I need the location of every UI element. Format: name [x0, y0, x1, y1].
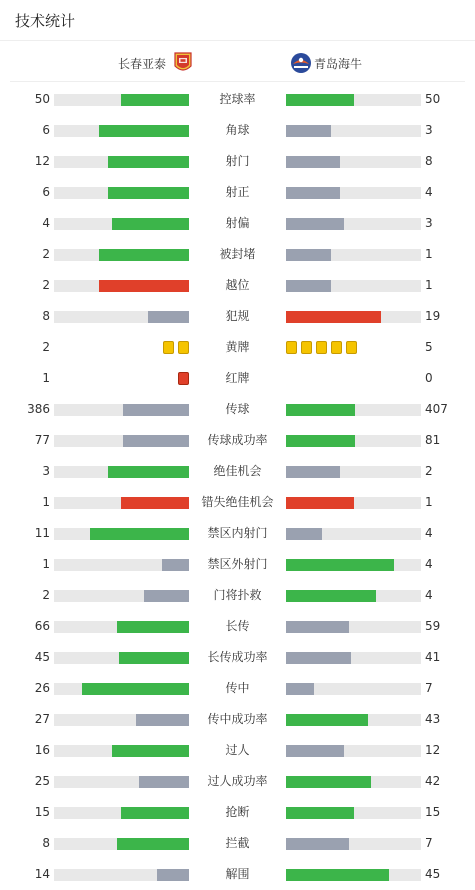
away-value: 12 — [425, 743, 441, 757]
home-value: 8 — [42, 836, 50, 850]
home-bar-fill — [117, 621, 189, 633]
qingdao-hainiu-badge-icon — [290, 52, 308, 74]
home-bar-fill — [117, 838, 189, 850]
changchun-yatai-badge-icon — [174, 52, 192, 74]
away-value: 4 — [425, 526, 433, 540]
stat-label: 过人成功率 — [207, 774, 268, 788]
stat-row — [0, 642, 475, 673]
stat-row — [0, 704, 475, 735]
home-bar-fill — [121, 94, 189, 106]
teams-row — [10, 41, 465, 82]
stat-row — [0, 363, 475, 394]
home-value: 25 — [34, 774, 50, 788]
away-bar-track — [286, 869, 421, 881]
stat-row — [0, 766, 475, 797]
home-bar-fill — [157, 869, 189, 881]
away-bar-fill — [286, 745, 344, 757]
away-bar-fill — [286, 621, 349, 633]
away-bar-track — [286, 156, 421, 168]
away-bar-fill — [286, 125, 331, 137]
stat-label: 长传成功率 — [207, 650, 268, 664]
stat-label: 射正 — [225, 185, 250, 199]
stat-row — [0, 146, 475, 177]
home-value: 1 — [42, 557, 50, 571]
home-value: 6 — [42, 185, 50, 199]
home-value: 1 — [42, 495, 50, 509]
stat-row — [0, 301, 475, 332]
home-bar-track — [54, 187, 189, 199]
stat-label: 黄牌 — [225, 340, 250, 354]
home-bar-fill — [148, 311, 189, 323]
away-bar-track — [286, 528, 421, 540]
home-bar-fill — [139, 776, 189, 788]
home-value: 6 — [42, 123, 50, 137]
stat-row — [0, 239, 475, 270]
home-bar-fill — [99, 280, 189, 292]
home-bar-track — [54, 280, 189, 292]
red-card-icon — [178, 372, 189, 385]
stat-label: 被封堵 — [219, 247, 256, 261]
home-value: 66 — [34, 619, 50, 633]
away-value: 15 — [425, 805, 441, 819]
yellow-card-icon — [316, 341, 327, 354]
home-value: 16 — [34, 743, 50, 757]
yellow-card-icon — [301, 341, 312, 354]
away-value: 45 — [425, 867, 441, 881]
stat-row — [0, 797, 475, 828]
away-bar-track — [286, 559, 421, 571]
away-value: 0 — [425, 371, 433, 385]
away-value: 8 — [425, 154, 433, 168]
stat-row — [0, 611, 475, 642]
home-bar-track — [54, 869, 189, 881]
stat-row — [0, 270, 475, 301]
home-value: 12 — [34, 154, 50, 168]
away-value: 1 — [425, 495, 433, 509]
away-bar-fill — [286, 311, 381, 323]
away-value: 3 — [425, 216, 433, 230]
away-value: 41 — [425, 650, 441, 664]
home-bar-fill — [123, 435, 189, 447]
home-bar-fill — [123, 404, 189, 416]
away-yellow-cards — [286, 341, 357, 354]
away-bar-fill — [286, 218, 344, 230]
home-value: 45 — [34, 650, 50, 664]
away-value: 4 — [425, 588, 433, 602]
stat-label: 禁区外射门 — [207, 557, 268, 571]
away-bar-track — [286, 125, 421, 137]
stat-row — [0, 487, 475, 518]
away-value: 19 — [425, 309, 441, 323]
away-value: 4 — [425, 557, 433, 571]
away-bar-fill — [286, 249, 331, 261]
home-yellow-cards — [163, 341, 189, 354]
home-value: 8 — [42, 309, 50, 323]
away-bar-track — [286, 187, 421, 199]
away-value: 4 — [425, 185, 433, 199]
home-bar-track — [54, 745, 189, 757]
stat-label: 禁区内射门 — [207, 526, 268, 540]
away-value: 3 — [425, 123, 433, 137]
home-bar-fill — [108, 187, 189, 199]
home-value: 50 — [34, 92, 50, 106]
home-bar-fill — [108, 156, 189, 168]
away-bar-fill — [286, 466, 340, 478]
home-value: 3 — [42, 464, 50, 478]
away-bar-fill — [286, 590, 376, 602]
stat-label: 抢断 — [225, 805, 250, 819]
away-bar-track — [286, 652, 421, 664]
away-bar-track — [286, 838, 421, 850]
away-bar-fill — [286, 838, 349, 850]
away-bar-fill — [286, 404, 355, 416]
home-bar-track — [54, 621, 189, 633]
yellow-card-icon — [178, 341, 189, 354]
home-bar-track — [54, 590, 189, 602]
home-team[interactable] — [118, 52, 192, 74]
yellow-card-icon — [163, 341, 174, 354]
away-bar-fill — [286, 683, 314, 695]
home-bar-fill — [108, 466, 189, 478]
stat-label: 门将扑救 — [213, 588, 262, 602]
stat-label: 射偏 — [225, 216, 250, 230]
home-bar-track — [54, 683, 189, 695]
away-value: 7 — [425, 836, 433, 850]
home-bar-fill — [112, 218, 189, 230]
home-bar-fill — [112, 745, 189, 757]
away-bar-fill — [286, 869, 389, 881]
page-title: 技术统计 — [15, 11, 76, 30]
home-team-name: 长春亚泰 — [117, 56, 166, 71]
away-bar-track — [286, 249, 421, 261]
away-bar-fill — [286, 435, 355, 447]
home-bar-fill — [144, 590, 189, 602]
home-bar-fill — [162, 559, 189, 571]
stat-label: 传球 — [225, 402, 250, 416]
away-team[interactable] — [290, 52, 362, 74]
stats-header — [0, 0, 475, 41]
away-bar-track — [286, 590, 421, 602]
home-bar-track — [54, 249, 189, 261]
stat-row — [0, 735, 475, 766]
away-value: 2 — [425, 464, 433, 478]
away-bar-track — [286, 404, 421, 416]
home-bar-track — [54, 838, 189, 850]
away-bar-fill — [286, 94, 354, 106]
away-bar-track — [286, 435, 421, 447]
away-bar-track — [286, 466, 421, 478]
stat-row — [0, 394, 475, 425]
home-bar-fill — [90, 528, 189, 540]
home-bar-track — [54, 652, 189, 664]
home-value: 2 — [42, 588, 50, 602]
stat-row — [0, 673, 475, 704]
away-bar-fill — [286, 807, 354, 819]
home-bar-track — [54, 218, 189, 230]
home-value: 1 — [42, 371, 50, 385]
yellow-card-icon — [286, 341, 297, 354]
away-value: 81 — [425, 433, 441, 447]
away-value: 5 — [425, 340, 433, 354]
home-bar-fill — [121, 807, 189, 819]
home-bar-fill — [82, 683, 189, 695]
stat-row — [0, 115, 475, 146]
home-value: 2 — [42, 340, 50, 354]
stat-label: 拦截 — [225, 836, 250, 850]
away-bar-track — [286, 714, 421, 726]
yellow-card-icon — [331, 341, 342, 354]
stat-label: 过人 — [225, 743, 250, 757]
home-value: 386 — [27, 402, 50, 416]
away-value: 43 — [425, 712, 441, 726]
away-bar-fill — [286, 280, 331, 292]
stat-row — [0, 518, 475, 549]
away-value: 407 — [425, 402, 448, 416]
stat-label: 传球成功率 — [207, 433, 268, 447]
home-bar-track — [54, 311, 189, 323]
home-bar-track — [54, 125, 189, 137]
away-team-name: 青岛海牛 — [314, 56, 363, 71]
away-bar-track — [286, 776, 421, 788]
away-bar-track — [286, 621, 421, 633]
home-bar-fill — [99, 125, 189, 137]
home-bar-track — [54, 528, 189, 540]
away-value: 42 — [425, 774, 441, 788]
home-bar-fill — [119, 652, 189, 664]
home-bar-fill — [99, 249, 189, 261]
away-bar-fill — [286, 776, 371, 788]
stat-row — [0, 425, 475, 456]
home-value: 2 — [42, 247, 50, 261]
home-bar-track — [54, 714, 189, 726]
home-bar-track — [54, 94, 189, 106]
away-bar-fill — [286, 187, 340, 199]
stat-row — [0, 580, 475, 611]
stat-label: 越位 — [225, 278, 250, 292]
away-bar-fill — [286, 559, 394, 571]
away-value: 7 — [425, 681, 433, 695]
stat-label: 射门 — [225, 154, 250, 168]
away-bar-fill — [286, 156, 340, 168]
away-bar-fill — [286, 652, 351, 664]
home-value: 14 — [34, 867, 50, 881]
stat-label: 犯规 — [225, 309, 250, 323]
stat-row — [0, 456, 475, 487]
away-value: 1 — [425, 278, 433, 292]
stat-label: 传中 — [225, 681, 250, 695]
away-bar-fill — [286, 497, 354, 509]
stat-label: 长传 — [225, 619, 250, 633]
home-value: 15 — [34, 805, 50, 819]
away-value: 59 — [425, 619, 441, 633]
away-bar-fill — [286, 528, 322, 540]
home-bar-fill — [136, 714, 189, 726]
stat-label: 错失绝佳机会 — [201, 495, 274, 509]
away-bar-track — [286, 94, 421, 106]
home-value: 2 — [42, 278, 50, 292]
away-bar-track — [286, 218, 421, 230]
home-bar-track — [54, 559, 189, 571]
away-bar-track — [286, 683, 421, 695]
home-bar-track — [54, 497, 189, 509]
home-value: 77 — [34, 433, 50, 447]
home-bar-track — [54, 156, 189, 168]
stat-label: 绝佳机会 — [213, 464, 262, 478]
away-bar-track — [286, 745, 421, 757]
home-bar-track — [54, 404, 189, 416]
home-value: 4 — [42, 216, 50, 230]
home-bar-track — [54, 776, 189, 788]
away-bar-track — [286, 311, 421, 323]
stat-row — [0, 177, 475, 208]
stat-label: 角球 — [225, 123, 250, 137]
stat-row — [0, 828, 475, 859]
stat-label: 控球率 — [219, 92, 256, 106]
stat-row — [0, 549, 475, 580]
home-red-cards — [178, 372, 189, 385]
stat-row — [0, 859, 475, 890]
yellow-card-icon — [346, 341, 357, 354]
away-value: 1 — [425, 247, 433, 261]
away-bar-track — [286, 497, 421, 509]
home-bar-track — [54, 466, 189, 478]
stat-row — [0, 332, 475, 363]
away-bar-track — [286, 807, 421, 819]
stat-row — [0, 208, 475, 239]
stat-label: 解围 — [225, 867, 250, 881]
stat-label: 传中成功率 — [207, 712, 268, 726]
home-value: 26 — [34, 681, 50, 695]
home-bar-fill — [121, 497, 189, 509]
stat-row — [0, 84, 475, 115]
home-value: 27 — [34, 712, 50, 726]
home-bar-track — [54, 435, 189, 447]
home-bar-track — [54, 807, 189, 819]
stat-label: 红牌 — [225, 371, 250, 385]
home-value: 11 — [34, 526, 50, 540]
away-value: 50 — [425, 92, 441, 106]
away-bar-fill — [286, 714, 368, 726]
away-bar-track — [286, 280, 421, 292]
